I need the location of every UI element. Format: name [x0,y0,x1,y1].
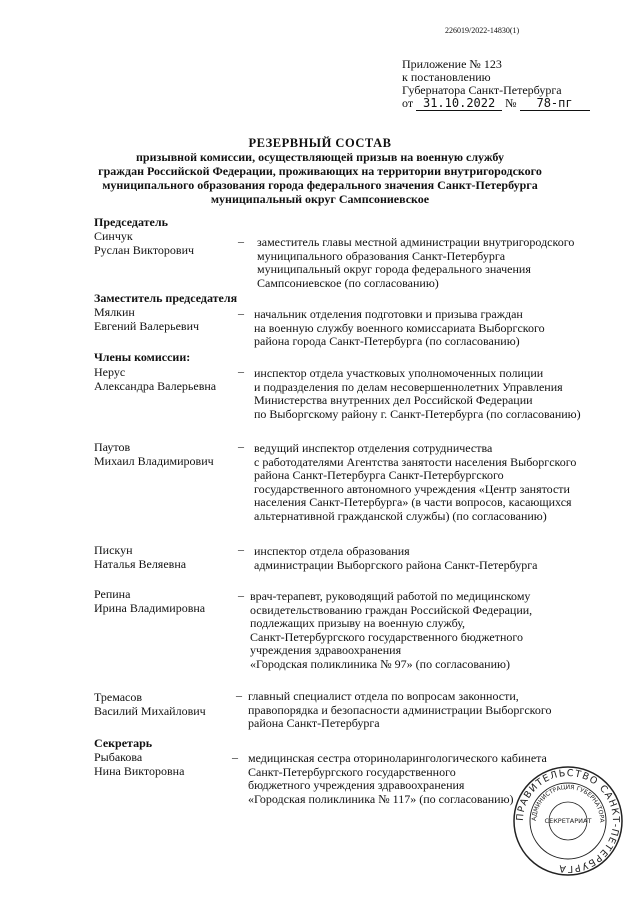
person-surname: Рыбакова [94,750,143,764]
position-line: инспектор отдела участковых уполномоченных полиции [254,366,544,380]
person-position [257,236,574,290]
person-surname: Паутов [94,440,131,454]
position-line: Министерства внутренних дел Российской Федерации [254,393,533,407]
position-line: района Санкт-Петербурга [248,716,380,730]
position-line: с работодателями Агентства занятости населения Выборгского [254,454,577,469]
person-given-name: Нина Викторовна [94,764,185,778]
position-line: по Выборгскому району г. Санкт-Петербурга (по согласованию) [254,406,581,421]
section-chair: Председатель [94,215,168,229]
position-line: муниципальный округ города федерального значения [257,262,531,276]
date-value: 31.10.2022 [416,97,502,111]
dash: – [238,542,244,556]
person-given-name: Руслан Викторович [94,243,195,257]
person-surname: Мялкин [94,305,135,319]
date-prefix: от [402,96,414,110]
person-name [94,587,205,615]
dash: – [238,306,244,320]
person-position [250,590,532,671]
person-given-name: Михаил Владимирович [94,454,214,468]
position-line: медицинская сестра оториноларингологического кабинета [248,751,547,765]
subtitle-line: призывной комиссии, осуществляющей призыв на военную службу [136,150,504,164]
document-subtitle [80,150,560,206]
person-given-name: Александра Валерьевна [94,379,217,393]
dash: – [238,234,244,248]
person-name [94,305,199,333]
section-deputy: Заместитель председателя [94,291,238,305]
position-line: правопорядка и безопасности администрации Выборгского [248,702,552,717]
position-line: инспектор отдела образования [254,544,410,558]
position-line: на военную службу военного комиссариата Выборгского [254,320,545,335]
person-surname: Синчук [94,229,133,243]
person-name [94,690,206,718]
position-line: освидетельствованию граждан Российской Федерации, [250,602,533,617]
section-secretary: Секретарь [94,736,153,750]
appendix-block [402,58,590,111]
position-line: «Городская поликлиника № 117» (по согласованию) [248,791,514,806]
subtitle-line: муниципального образования города федерального значения Санкт-Петербурга [102,178,538,192]
person-given-name: Василий Михайлович [94,704,206,718]
person-given-name: Ирина Владимировна [94,601,206,615]
person-surname: Тремасов [94,690,143,704]
position-line: района Санкт-Петербурга Санкт-Петербургского [254,468,504,482]
person-position [254,442,576,523]
position-line: подлежащих призыву на военную службу, [250,616,466,630]
appendix-line-3: Губернатора Санкт-Петербурга [402,83,562,97]
position-line: и подразделения по делам несовершеннолетних Управления [254,379,563,394]
person-position [248,752,547,806]
position-line: района города Санкт-Петербурга (по согласованию) [254,334,520,348]
position-line: муниципального образования Санкт-Петербурга [257,248,506,263]
person-position [254,545,537,572]
position-line: заместитель главы местной администрации внутригородского [257,235,575,249]
stamp-center-text: СЕКРЕТАРИАТ [544,817,592,825]
person-surname: Пискун [94,543,133,557]
position-line: Сампсониевское (по согласованию) [257,275,439,290]
person-name [94,440,214,468]
position-line: населения Санкт-Петербурга» (в части вопросов, касающихся [254,495,572,509]
position-line: Санкт-Петербургского государственного [248,764,456,779]
position-line: ведущий инспектор отделения сотрудничества [254,441,493,455]
dash: – [232,750,238,764]
person-name [94,365,216,393]
number-value: 78-пг [520,97,590,111]
dash: – [238,364,244,378]
stamp-ring-text: ПРАВИТЕЛЬСТВО САНКТ-ПЕТЕРБУРГА [514,767,622,875]
position-line: учреждения здравоохранения [250,643,402,657]
subtitle-line: граждан Российской Федерации, проживающих на территории внутригородского [98,164,542,178]
dash: – [238,439,244,453]
position-line: врач-терапевт, руководящий работой по медицинскому [250,589,531,603]
appendix-line-2: к постановлению [402,70,491,84]
position-line: «Городская поликлиника № 97» (по согласованию) [250,656,510,671]
position-line: начальник отделения подготовки и призыва граждан [254,307,523,321]
person-given-name: Наталья Веляевна [94,557,187,571]
section-members: Члены комиссии: [94,350,191,364]
position-line: альтернативной гражданской службы) (по согласованию) [254,508,547,523]
person-given-name: Евгений Валерьевич [94,319,200,333]
stamp-inner-text: АДМИНИСТРАЦИЯ ГУБЕРНАТОРА [530,783,606,823]
position-line: государственного автономного учреждения «Центр занятости [254,481,570,496]
position-line: Санкт-Петербургского государственного бюджетного [250,629,524,644]
subtitle-line: муниципальный округ Сампсониевское [210,192,430,206]
position-line: администрации Выборгского района Санкт-Петербурга [254,557,538,572]
person-name [94,750,184,778]
number-prefix: № [505,96,517,110]
dash: – [238,588,244,602]
person-position [254,367,581,421]
person-surname: Репина [94,587,131,601]
person-name [94,229,194,257]
document-id: 226019/2022-14830(1) [445,26,520,35]
person-surname: Нерус [94,365,126,379]
dash: – [236,688,242,702]
document-title: РЕЗЕРВНЫЙ СОСТАВ [248,136,392,150]
person-name [94,543,186,571]
person-position [248,690,552,731]
position-line: главный специалист отдела по вопросам законности, [248,689,519,703]
appendix-date-line [402,97,590,111]
person-position [254,308,545,349]
position-line: бюджетного учреждения здравоохранения [248,778,465,792]
official-stamp [512,765,624,877]
appendix-line-1: Приложение № 123 [402,57,502,71]
